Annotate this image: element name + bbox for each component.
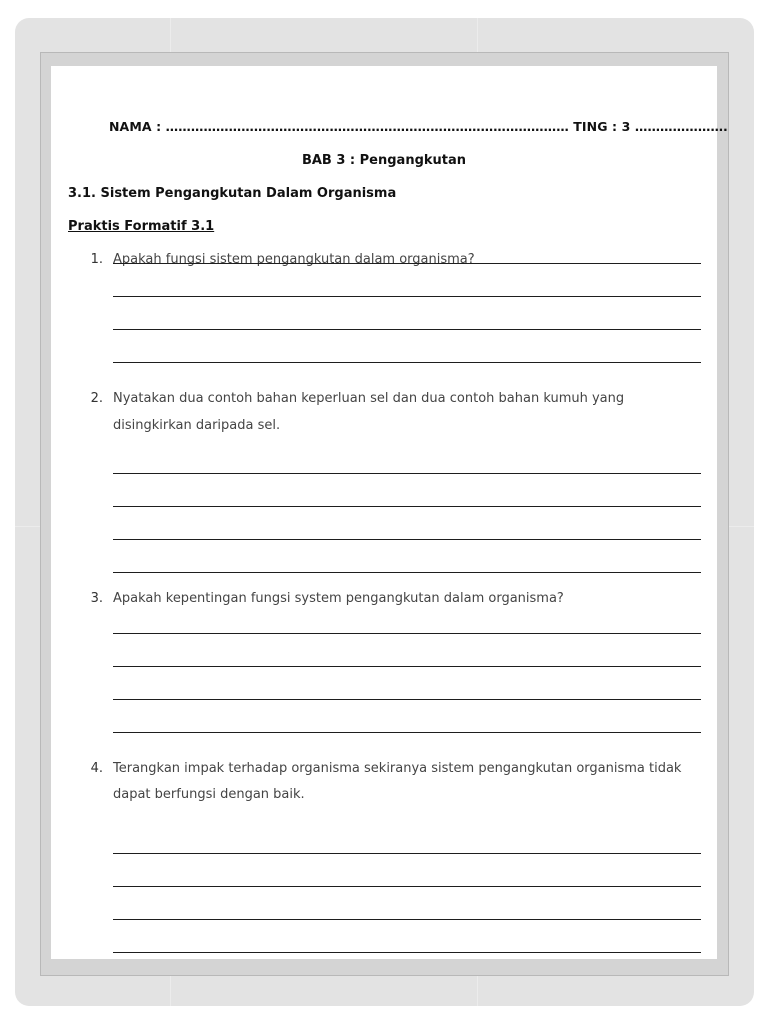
question-text: Terangkan impak terhadap organisma sekiranya sistem pengangkutan organisma tidak	[113, 761, 682, 776]
answer-line[interactable]	[113, 853, 701, 854]
section-title: 3.1. Sistem Pengangkutan Dalam Organisma	[68, 186, 397, 201]
answer-line[interactable]	[113, 732, 701, 733]
answer-line[interactable]	[113, 263, 701, 264]
answer-line[interactable]	[113, 539, 701, 540]
name-and-form-line: NAMA : …………………………………………………………………………………… TING : 3 ………………….	[109, 119, 728, 134]
chapter-title: BAB 3 : Pengangkutan	[301, 153, 467, 168]
question-text: Apakah fungsi sistem pengangkutan dalam organisma?	[113, 252, 475, 267]
practice-title: Praktis Formatif 3.1	[68, 219, 215, 234]
answer-line[interactable]	[113, 699, 701, 700]
question-text: dapat berfungsi dengan baik.	[113, 787, 305, 802]
answer-line[interactable]	[113, 572, 701, 573]
document-viewer-frame	[15, 18, 754, 1006]
question-number: 4.	[90, 761, 103, 776]
answer-line[interactable]	[113, 952, 701, 953]
question-number: 1.	[90, 252, 103, 267]
question-text: Nyatakan dua contoh bahan keperluan sel dan dua contoh bahan kumuh yang	[113, 391, 625, 406]
question-number: 3.	[90, 591, 103, 606]
answer-line[interactable]	[113, 506, 701, 507]
question-number: 2.	[90, 391, 103, 406]
question-text: Apakah kepentingan fungsi system pengangkutan dalam organisma?	[113, 591, 564, 606]
answer-line[interactable]	[113, 296, 701, 297]
answer-line[interactable]	[113, 886, 701, 887]
answer-line[interactable]	[113, 473, 701, 474]
answer-line[interactable]	[113, 329, 701, 330]
answer-line[interactable]	[113, 362, 701, 363]
answer-line[interactable]	[113, 919, 701, 920]
worksheet-page[interactable]	[51, 66, 728, 959]
answer-line[interactable]	[113, 666, 701, 667]
question-text: disingkirkan daripada sel.	[113, 418, 281, 433]
answer-line[interactable]	[113, 633, 701, 634]
